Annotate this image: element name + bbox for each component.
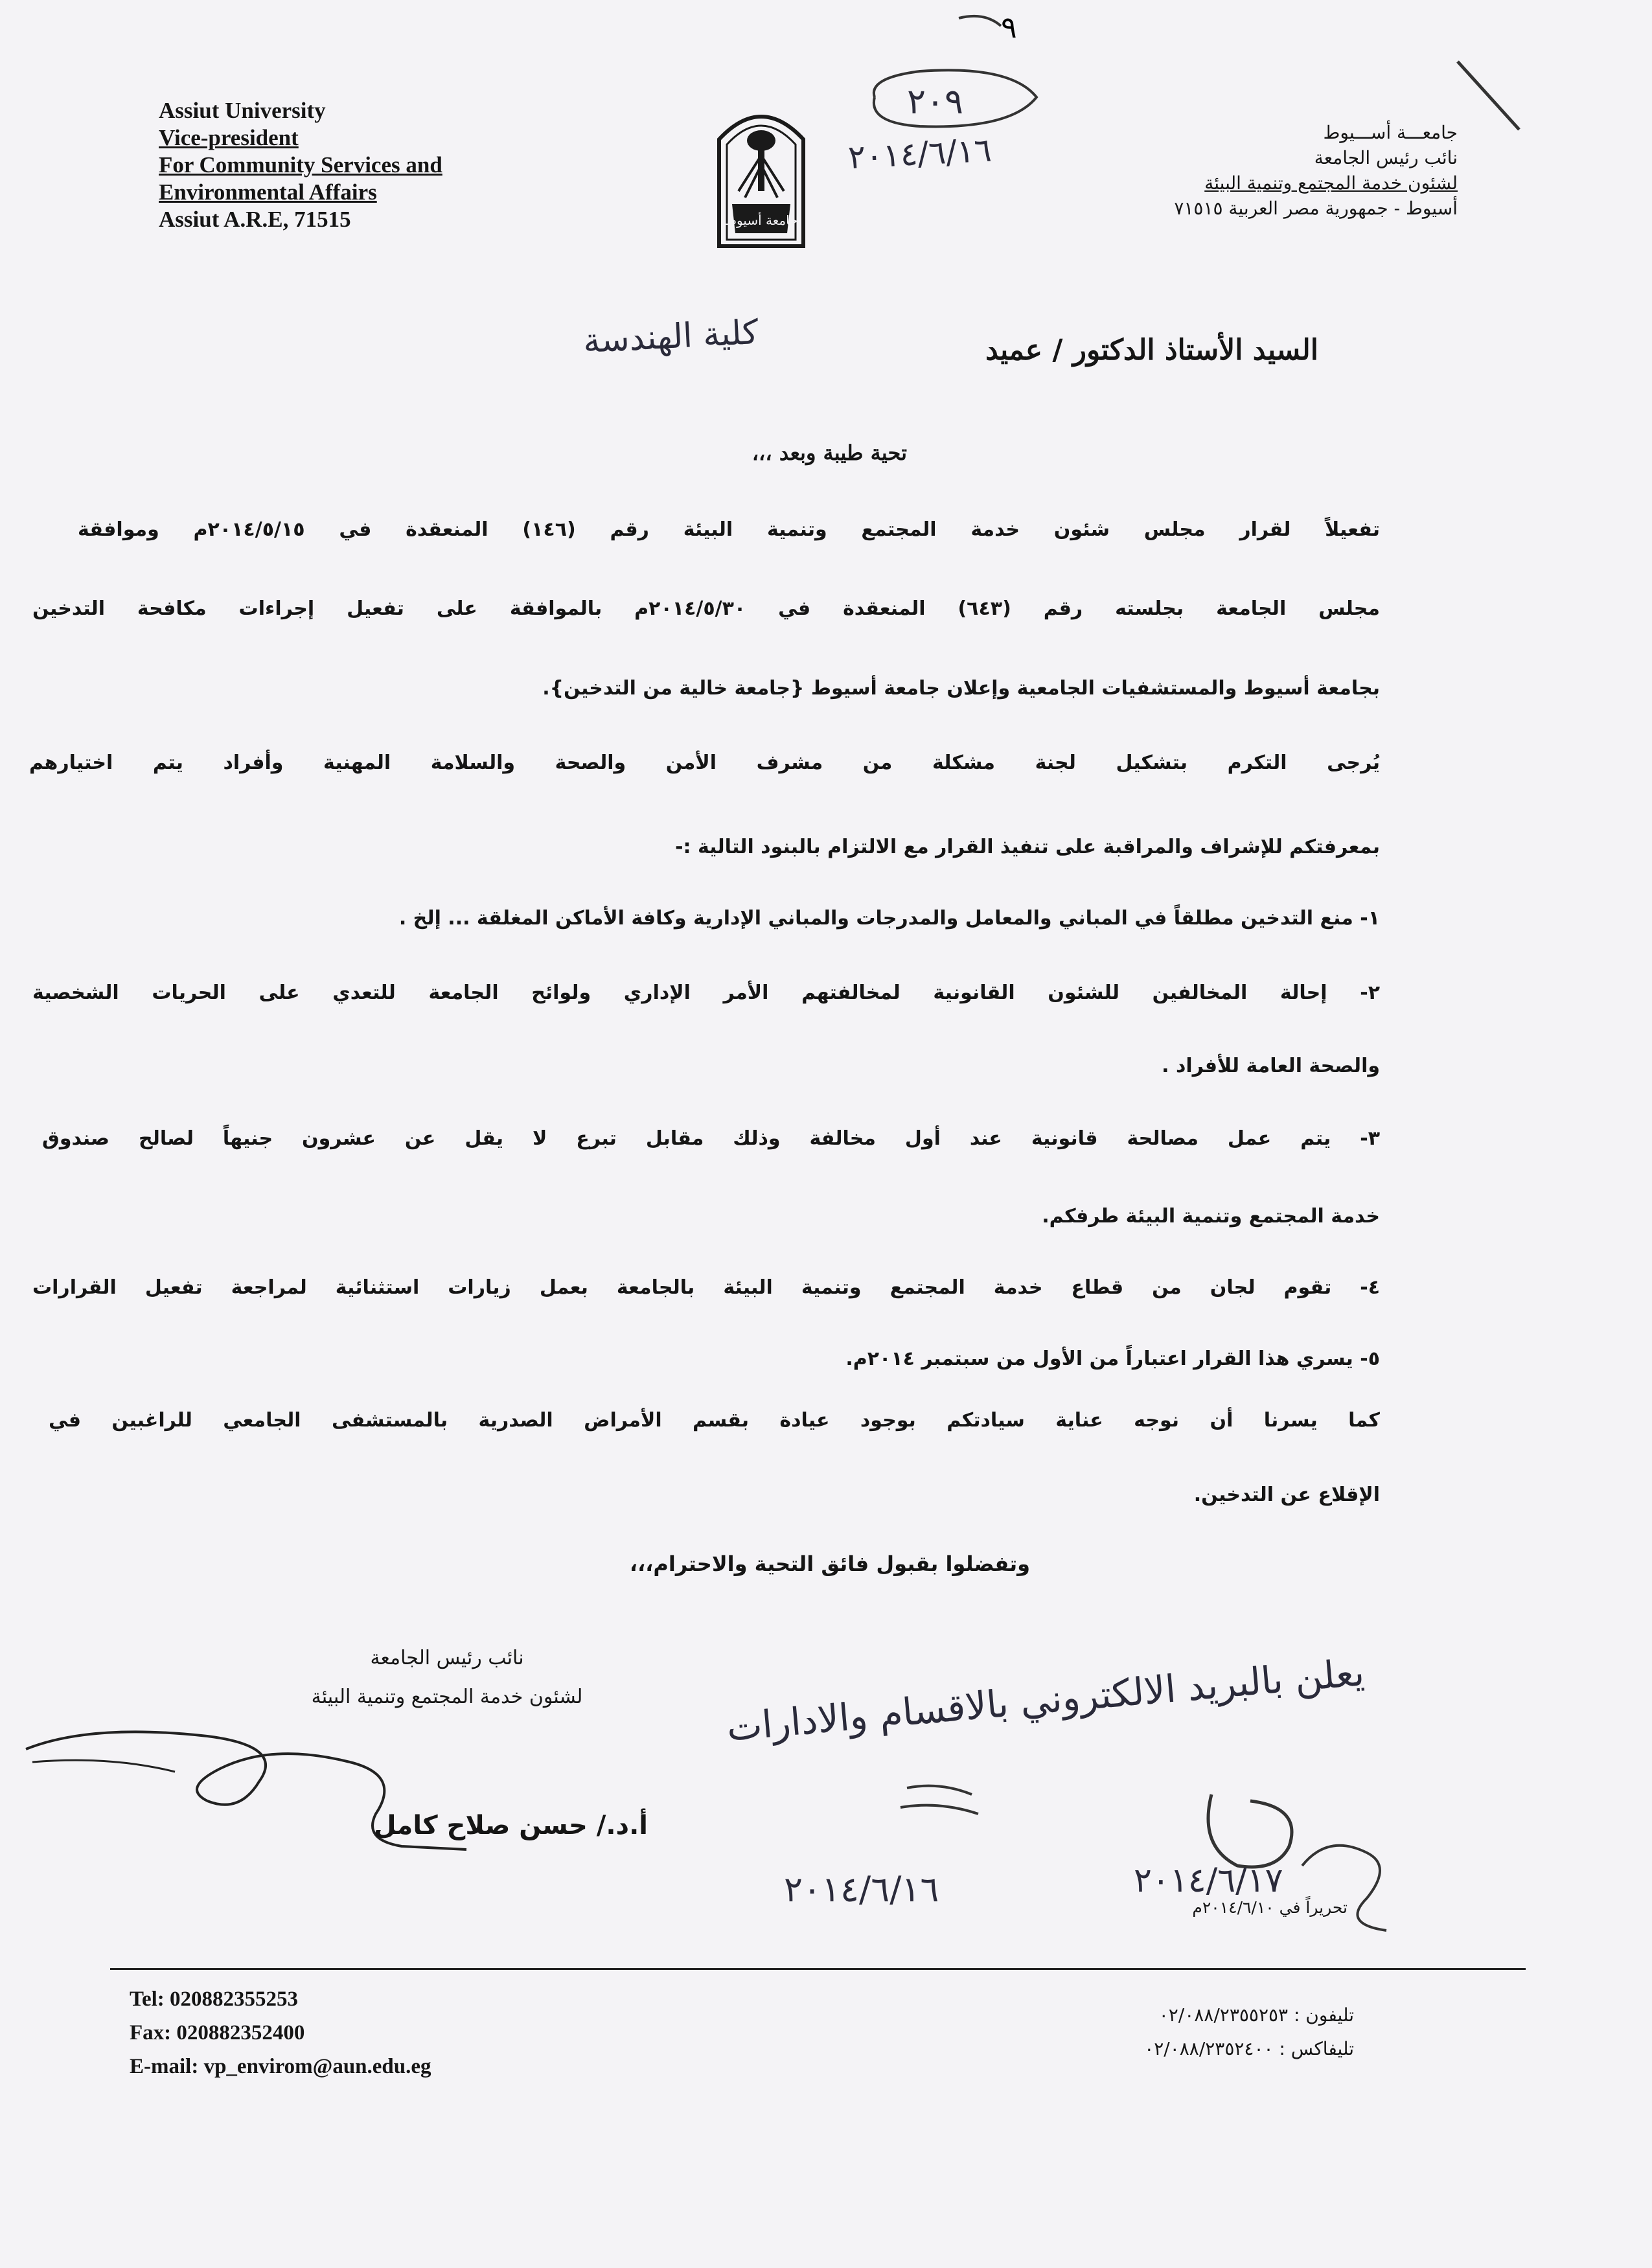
body-line: الإقلاع عن التدخين. [1193, 1483, 1380, 1506]
closing-line: وتفضلوا بقبول فائق التحية والاحترام،،، [629, 1552, 1030, 1576]
pen-mark [1458, 62, 1519, 130]
header-arabic-line: نائب رئيس الجامعة [1314, 147, 1458, 168]
issued-date: تحريراً في ٢٠١٤/٦/١٠م [1192, 1898, 1348, 1917]
handwritten-note-date-right: ٢٠١٤/٦/١٧ [1134, 1861, 1283, 1900]
footer-rule [110, 1968, 1526, 1970]
handwriting-top-layer [0, 0, 1652, 259]
handwritten-ref-date: ٢٠١٤/٦/١٦ [847, 131, 993, 176]
footer-fax-ar: تليفاكس : ٠٢/٠٨٨/٢٣٥٢٤٠٠ [1144, 2038, 1354, 2059]
header-english-line: Vice-president [159, 125, 299, 150]
footer-contact-english [130, 1982, 431, 2083]
greeting: تحية طيبة وبعد ،،، [751, 441, 907, 465]
body-line: ٢- إحالة المخالفين للشئون القانونية لمخالفتهم الأمر الإداري ولوائح الجامعة للتعدي على الحريات الشخصية [32, 981, 1380, 1004]
salutation-text: السيد الأستاذ الدكتور / عميد [985, 334, 1318, 367]
pen-mark [1302, 1846, 1386, 1930]
body-line: ٣- يتم عمل مصالحة قانونية عند أول مخالفة وذلك مقابل تبرع لا يقل عن عشرون جنيهاً لصالح صندوق [42, 1127, 1380, 1150]
header-arabic-line: جامعـــة أســـيوط [1323, 122, 1458, 143]
pen-mark [901, 1786, 978, 1814]
body-line: تفعيلاً لقرار مجلس شئون خدمة المجتمع وتنمية البيئة رقم (١٤٦) المنعقدة في ٢٠١٤/٥/١٥م وموافقة [78, 518, 1380, 541]
pen-mark [959, 16, 1001, 26]
handwritten-corner-number: ٩ [1001, 10, 1017, 45]
signatory-title [240, 1639, 654, 1717]
header-english-line: For Community Services and [159, 152, 442, 178]
body-line: بجامعة أسيوط والمستشفيات الجامعية وإعلان جامعة أسيوط {جامعة خالية من التدخين}. [542, 677, 1380, 700]
header-arabic-line: لشئون خدمة المجتمع وتنمية البيئة [1204, 172, 1458, 194]
salutation [985, 334, 1318, 367]
pen-mark [1208, 1794, 1292, 1867]
body-line: مجلس الجامعة بجلسته رقم (٦٤٣) المنعقدة في ٢٠١٤/٥/٣٠م بالموافقة على تفعيل إجراءات مكافحة التدخين [32, 597, 1380, 620]
signatory-title-line: لشئون خدمة المجتمع وتنمية البيئة [311, 1686, 583, 1708]
header-english-line: Assiut University [159, 98, 326, 123]
handwritten-note: يعلن بالبريد الالكتروني بالاقسام والادارات [724, 1650, 1366, 1750]
body-line: يُرجى التكرم بتشكيل لجنة مشكلة من مشرف الأمن والصحة والسلامة المهنية وأفراد يتم اختيارهم [29, 751, 1380, 774]
handwritten-note-date-left: ٢٠١٤/٦/١٦ [784, 1869, 939, 1910]
body-line: ٥- يسري هذا القرار اعتباراً من الأول من سبتمبر ٢٠١٤م. [845, 1347, 1380, 1370]
footer-tel: Tel: 020882355253 [130, 1987, 299, 2011]
body-line: ١- منع التدخين مطلقاً في المباني والمعامل والمدرجات والمباني الإدارية وكافة الأماكن المغلقة ... إلخ . [398, 907, 1380, 930]
header-arabic-line: أسيوط - جمهورية مصر العربية ٧١٥١٥ [1174, 198, 1458, 219]
footer-fax: Fax: 020882352400 [130, 2021, 305, 2045]
logo-text: جامعة أسيوط [724, 212, 798, 228]
body-line: كما يسرنا أن نوجه عناية سيادتكم بوجود عيادة بقسم الأمراض الصدرية بالمستشفى الجامعي للراغبين في [49, 1409, 1380, 1432]
signatory-name: أ.د./ حسن صلاح كامل [373, 1811, 648, 1840]
handwritten-signature [13, 1710, 661, 1879]
header-english-line: Assiut A.R.E, 71515 [159, 207, 351, 232]
body-line: والصحة العامة للأفراد . [1162, 1055, 1380, 1077]
body-line: ٤- تقوم لجان من قطاع خدمة المجتمع وتنمية البيئة بالجامعة بعمل زيارات استثنائية لمراجعة تفعيل القرارات [32, 1276, 1380, 1299]
body-line: خدمة المجتمع وتنمية البيئة طرفكم. [1042, 1205, 1380, 1228]
header-english-line: Environmental Affairs [159, 179, 377, 205]
footer-tel-ar: تليفون : ٠٢/٠٨٨/٢٣٥٥٢٥٣ [1158, 2004, 1354, 2026]
signatory-title-line: نائب رئيس الجامعة [370, 1647, 524, 1669]
footer-contact-arabic [1144, 1999, 1354, 2066]
footer-email: E-mail: vp_envirom@aun.edu.eg [130, 2055, 431, 2078]
handwritten-dean-addition: كلية الهندسة [582, 312, 760, 361]
body-line: بمعرفتكم للإشراف والمراقبة على تنفيذ القرار مع الالتزام بالبنود التالية :- [675, 836, 1380, 858]
handwritten-ref-number: ٢٠٩ [907, 81, 964, 122]
handwriting-note-layer [745, 1769, 1490, 1963]
